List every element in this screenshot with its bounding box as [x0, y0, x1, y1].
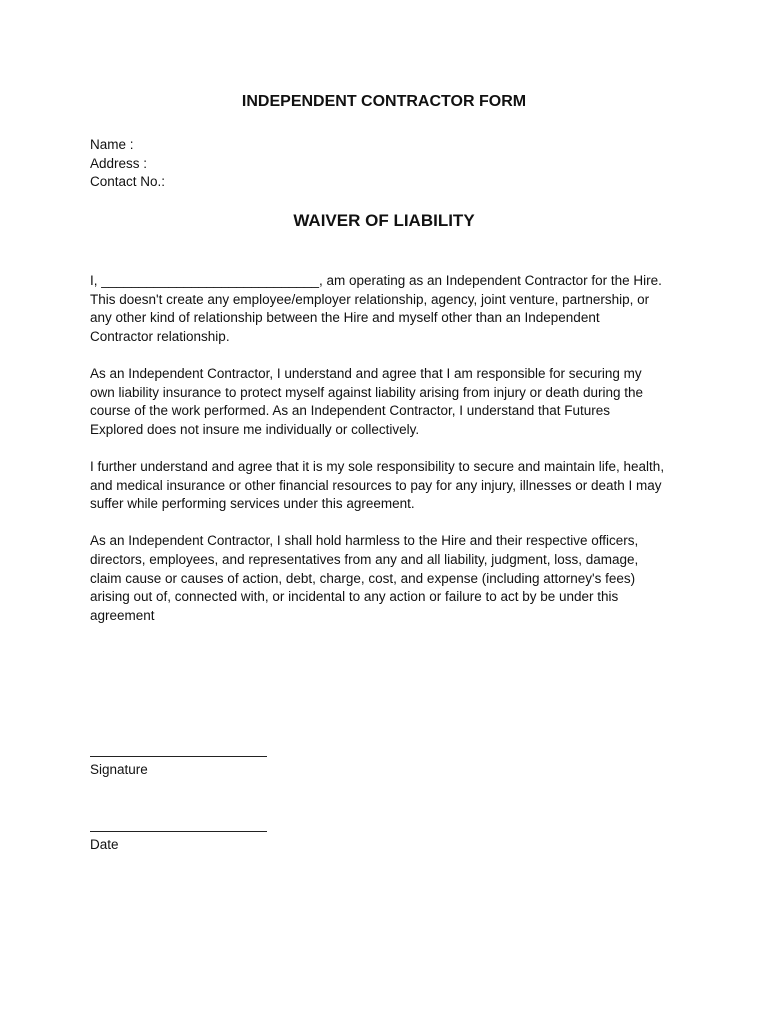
text-line: own liability insurance to protect myself against liability arising from injury or death during the: [90, 384, 644, 400]
text-line: suffer while performing services under this agreement.: [90, 496, 415, 512]
date-line: [90, 831, 267, 832]
text-line: As an Independent Contractor, I shall hold harmless to the Hire and their respective officers,: [90, 533, 639, 549]
text-line: any other kind of relationship between the Hire and myself other than an Independent: [90, 310, 600, 326]
text-line: I, _____________________________, am operating as an Independent Contractor for the Hire.: [90, 273, 662, 288]
address-field-label: Address :: [90, 155, 148, 171]
text-line: claim cause or causes of action, debt, charge, cost, and expense (including attorney's fees): [90, 570, 636, 586]
waiver-title: WAIVER OF LIABILITY: [293, 211, 475, 230]
text-line: and medical insurance or other financial resources to pay for any injury, illnesses or death I may: [90, 477, 662, 493]
signature-line: [90, 756, 267, 757]
contact-fields: [90, 136, 165, 192]
date-block: [90, 831, 290, 854]
signature-block: [90, 756, 290, 779]
paragraph-liability-insurance: [90, 365, 690, 439]
paragraph-independent-contractor: [90, 272, 690, 346]
date-label: Date: [90, 837, 119, 852]
text-line: directors, employees, and representatives from any and all liability, judgment, loss, damage,: [90, 551, 639, 567]
text-line: As an Independent Contractor, I understand and agree that I am responsible for securing my: [90, 365, 642, 381]
text-line: course of the work performed. As an Independent Contractor, I understand that Futures: [90, 403, 611, 419]
text-line: Contractor relationship.: [90, 328, 230, 344]
name-field-label: Name :: [90, 137, 134, 152]
text-line: arising out of, connected with, or incidental to any action or failure to act by be under this: [90, 589, 619, 605]
text-line: Explored does not insure me individually or collectively.: [90, 421, 420, 437]
waiver-body: [90, 272, 690, 644]
text-line: agreement: [90, 607, 155, 623]
paragraph-hold-harmless: [90, 532, 690, 625]
paragraph-medical-insurance: [90, 458, 690, 514]
form-title: INDEPENDENT CONTRACTOR FORM: [241, 93, 527, 110]
contact-field-label: Contact No.:: [90, 174, 166, 189]
signature-label: Signature: [90, 762, 148, 777]
text-line: This doesn't create any employee/employer relationship, agency, joint venture, partnership, or: [90, 291, 650, 307]
text-line: I further understand and agree that it is my sole responsibility to secure and maintain life, health,: [90, 458, 665, 474]
